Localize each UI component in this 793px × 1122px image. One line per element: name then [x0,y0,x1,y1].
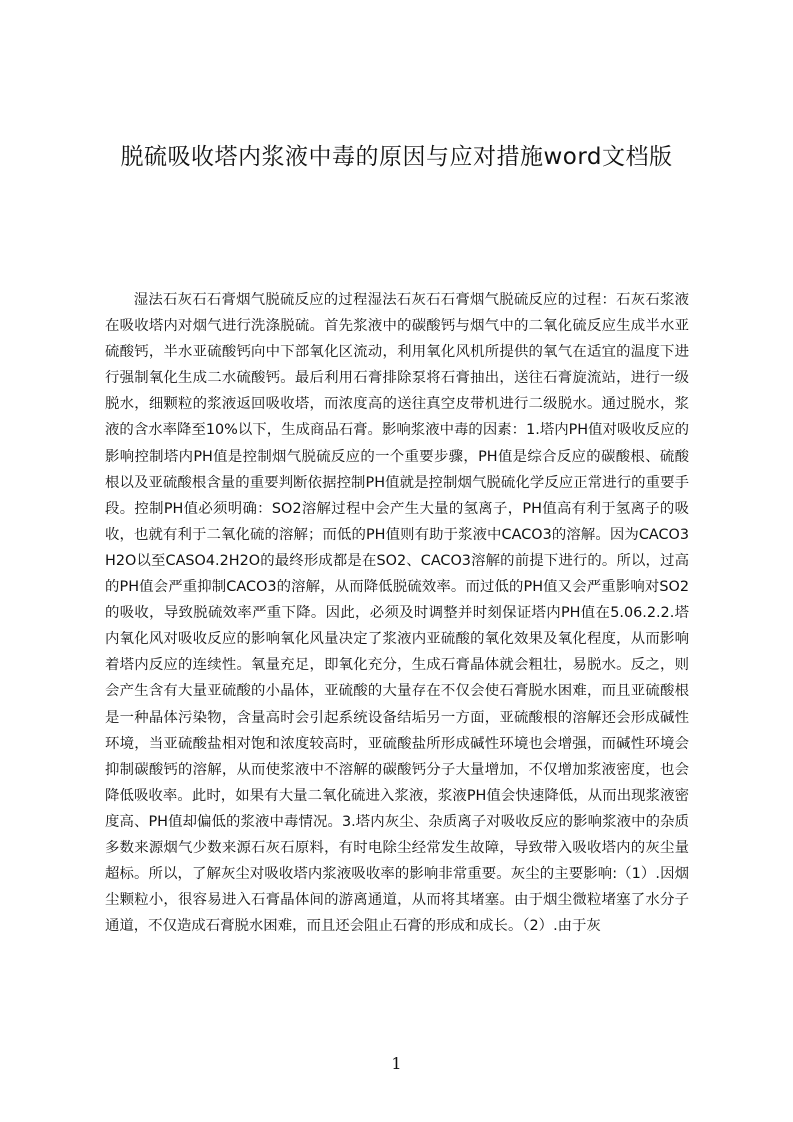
document-title: 脱硫吸收塔内浆液中毒的原因与应对措施word文档版 [120,144,673,170]
page-number: 1 [391,1054,402,1073]
body-paragraph: 湿法石灰石石膏烟气脱硫反应的过程湿法石灰石石膏烟气脱硫反应的过程：石灰石浆液在吸收塔内对烟气进行洗涤脱硫。首先浆液中的碳酸钙与烟气中的二氧化硫反应生成半水亚硫酸钙，半水亚硫酸钙向中下部氧化区流动，利用氧化风机所提供的氧气在适宜的温度下进行强制氧化生成二水硫酸钙。最后利用石膏排除泵将石膏抽出，送往石膏旋流站，进行一级脱水，细颗粒的浆液返回吸收塔，而浓度高的送往真空皮带机进行二级脱水。通过脱水，浆液的含水率降至10%以下，生成商品石膏。影响浆液中毒的因素：1.塔内PH值对吸收反应的影响控制塔内PH值是控制烟气脱硫反应的一个重要步骤，PH值是综合反应的碳酸根、硫酸根以及亚硫酸根含量的重要判断依据控制PH值就是控制烟气脱硫化学反应正常进行的重要手段。控制PH值必须明确：SO2溶解过程中会产生大量的氢离子，PH值高有利于氢离子的吸收，也就有利于二氧化硫的溶解；而低的PH值则有助于浆液中CACO3的溶解。因为CACO3H2O以至CASO4.2H2O的最终形成都是在SO2、CACO3溶解的前提下进行的。所以，过高的PH值会严重抑制CACO3的溶解，从而降低脱硫效率。而过低的PH值又会严重影响对SO2的吸收，导致脱硫效率严重下降。因此，必须及时调整并时刻保证塔内PH值在5.06.2.2.塔内氧化风对吸收反应的影响氧化风量决定了浆液内亚硫酸的氧化效果及氧化程度，从而影响着塔内反应的连续性。氧量充足，即氧化充分，生成石膏晶体就会粗壮，易脱水。反之，则会产生含有大量亚硫酸的小晶体，亚硫酸的大量存在不仅会使石膏脱水困难，而且亚硫酸根是一种晶体污染物，含量高时会引起系统设备结垢另一方面，亚硫酸根的溶解还会形成碱性环境，当亚硫酸盐相对饱和浓度较高时，亚硫酸盐所形成碱性环境也会增强，而碱性环境会抑制碳酸钙的溶解，从而使浆液中不溶解的碳酸钙分子大量增加，不仅增加浆液密度，也会降低吸收率。此时，如果有大量二氧化硫进入浆液，浆液PH值会快速降低，从而出现浆液密度高、PH值却偏低的浆液中毒情况。3.塔内灰尘、杂质离子对吸收反应的影响浆液中的杂质多数来源烟气少数来源石灰石原料，有时电除尘经常发生故障，导致带入吸收塔内的灰尘量超标。所以，了解灰尘对吸收塔内浆液吸收率的影响非常重要。灰尘的主要影响:（1）.因烟尘颗粒小，很容易进入石膏晶体间的游离通道，从而将其堵塞。由于烟尘微粒堵塞了水分子通道，不仅造成石膏脱水困难，而且还会阻止石膏的形成和成长。（2）.由于灰 [105,292,689,935]
